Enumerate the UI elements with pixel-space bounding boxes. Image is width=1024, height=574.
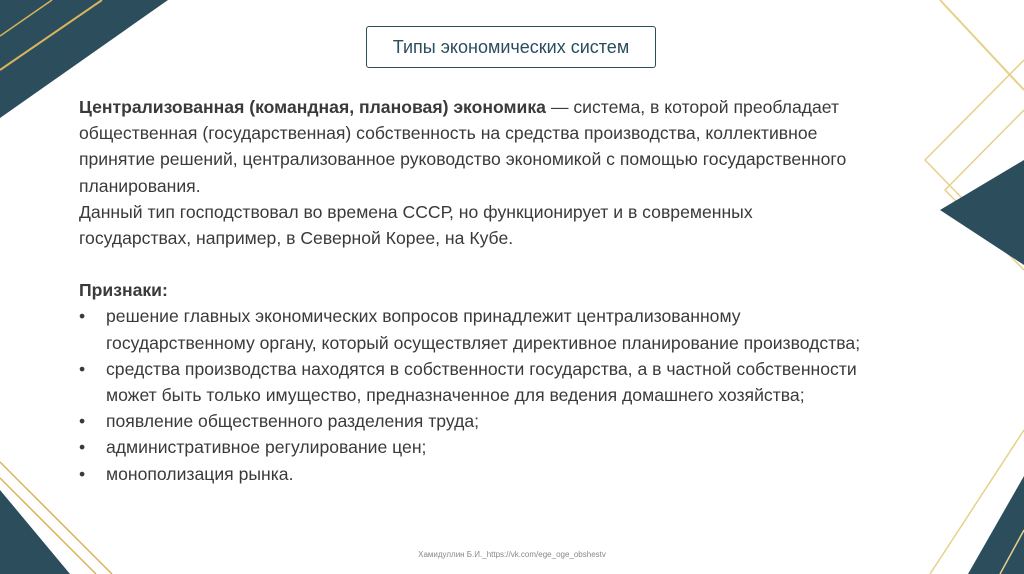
corner-shape-right xyxy=(940,160,1024,265)
corner-shape-bottom-left xyxy=(0,490,70,574)
list-item xyxy=(79,434,869,460)
spacer xyxy=(79,251,869,277)
bullet-icon: • xyxy=(79,358,86,379)
list-item-text: административное регулирование цен; xyxy=(106,437,427,458)
list-item-text: монополизация рынка. xyxy=(106,463,294,484)
corner-shape-bottom-right xyxy=(968,476,1024,574)
history-paragraph: Данный тип господствовал во времена СССР, но функционирует и в современных государствах, например, в Северной Корее, на Кубе. xyxy=(79,201,753,249)
bullet-icon: • xyxy=(79,411,86,432)
definition-paragraph xyxy=(79,94,869,199)
list-item xyxy=(79,303,869,355)
bullet-icon: • xyxy=(79,463,86,484)
definition-text: — система, в которой преобладает общественная (государственная) собственность на средства производства, коллективное принятие решений, централизованное руководство экономикой с помощью государственного планирования. xyxy=(79,97,847,196)
list-item xyxy=(79,408,869,434)
bullet-icon: • xyxy=(79,306,86,327)
list-item-text: средства производства находятся в собственности государства, а в частной собственности может быть только имущество, предназначенное для ведения домашнего хозяйства; xyxy=(106,358,857,406)
gold-line xyxy=(940,0,1024,90)
bullet-icon: • xyxy=(79,437,86,458)
slide-title-text: Типы экономических систем xyxy=(392,36,630,57)
list-item xyxy=(79,356,869,408)
slide-title xyxy=(366,26,656,68)
slide-content xyxy=(79,94,869,487)
list-item-text: появление общественного разделения труда; xyxy=(106,411,480,432)
features-heading: Признаки: xyxy=(79,280,168,301)
list-item-text: решение главных экономических вопросов принадлежит централизованному государственному органу, который осуществляет директивное планирование производства; xyxy=(106,306,861,353)
list-item xyxy=(79,461,869,487)
footer-credit: Хамидуллин Б.И._https://vk.com/ege_oge_obshestv xyxy=(418,550,606,559)
definition-term: Централизованная (командная, плановая) экономика xyxy=(79,97,546,117)
features-list xyxy=(79,303,869,486)
